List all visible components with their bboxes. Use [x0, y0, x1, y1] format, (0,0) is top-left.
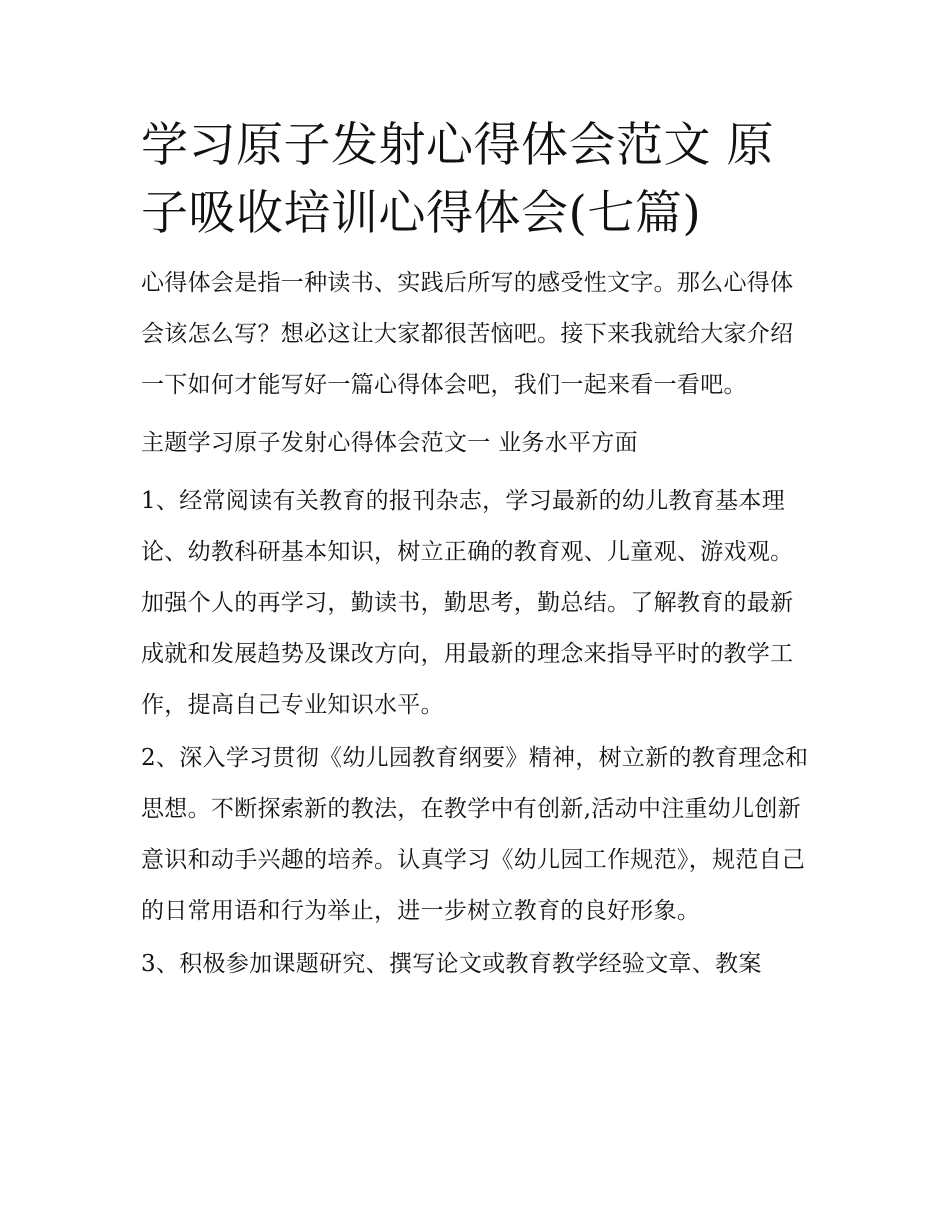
- intro-paragraph: 心得体会是指一种读书、实践后所写的感受性文字。那么心得体会该怎么写？想必这让大家都很苦恼吧。接下来我就给大家介绍一下如何才能写好一篇心得体会吧，我们一起来看一看吧。: [141, 270, 794, 398]
- list-item-1: 1、经常阅读有关教育的报刊杂志，学习最新的幼儿教育基本理论、幼教科研基本知识，树立正确的教育观、儿童观、游戏观。加强个人的再学习，勤读书，勤思考，勤总结。了解教育的最新成就和发展趋势及课改方向，用最新的理念来指导平时的教学工作，提高自己专业知识水平。: [141, 488, 794, 718]
- document-title: 学习原子发射心得体会范文 原子吸收培训心得体会(七篇): [141, 118, 774, 241]
- section-heading: 主题学习原子发射心得体会范文一 业务水平方面: [141, 430, 638, 456]
- list-item-2: 2、深入学习贯彻《幼儿园教育纲要》精神，树立新的教育理念和思想。不断探索新的教法，在教学中有创新,活动中注重幼儿创新意识和动手兴趣的培养。认真学习《幼儿园工作规范》，规范自己的日常用语和行为举止，进一步树立教育的良好形象。: [141, 745, 809, 924]
- document-page: [141, 112, 813, 990]
- list-item-3: 3、积极参加课题研究、撰写论文或教育教学经验文章、教案: [141, 951, 762, 977]
